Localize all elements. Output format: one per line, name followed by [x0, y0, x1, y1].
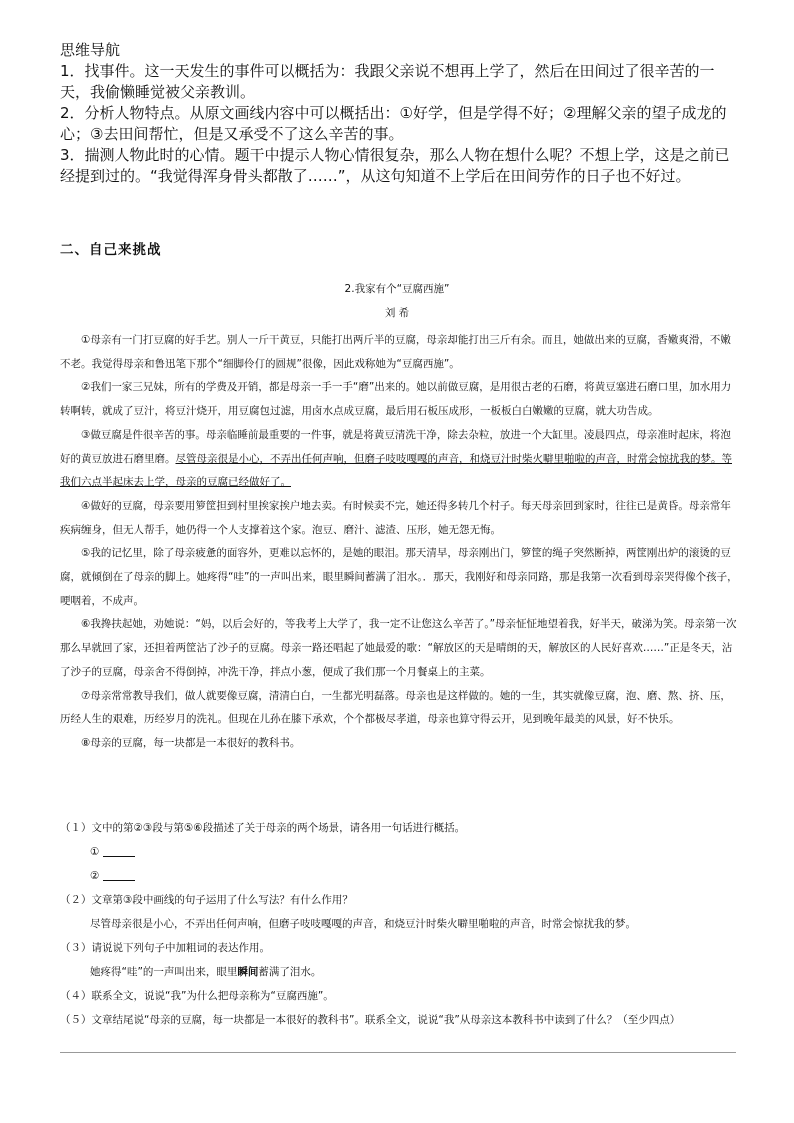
paragraph-6: ⑥我搀扶起她，劝她说：“妈，以后会好的，等我考上大学了，我一定不让您这么辛苦了。”母亲怔怔地望着我，好半天，破涕为笑。母亲第一次那么早就回了家，还担着两筐沾了沙子的豆腐。母亲一路还唱起了她最爱的歌：“解放区的天是晴朗的天，解放区的人民好喜欢……”正是冬天，沾了沙子的豆腐，母亲舍不得倒掉，冲洗干净，拌点小葱，便成了我们那一个月餐桌上的主菜。 [60, 618, 737, 678]
question-2: （２）文章第③段中画线的句子运用了什么写法？有什么作用？ [60, 894, 353, 906]
guide-point-1: 1．找事件。这一天发生的事件可以概括为：我跟父亲说不想再上学了，然后在田间过了很辛苦的一天，我偷懒睡觉被父亲教训。 [60, 62, 715, 101]
guide-point-3: 3．揣测人物此时的心情。题干中提示人物心情很复杂，那么人物在想什么呢？不想上学，这是之前已经提到过的。“我觉得浑身骨头都散了……”，从这句知道不上学后在田间劳作的日子也不好过。 [60, 146, 730, 185]
paragraph-5: ⑤我的记忆里，除了母亲疲惫的面容外，更难以忘怀的，是她的眼泪。那天清早，母亲刚出门，箩筐的绳子突然断掉，两筐刚出炉的滚烫的豆腐，就倾倒在了母亲的脚上。她疼得“哇”的一声叫出来，眼里瞬间蓄满了泪水。．那天，我刚好和母亲同路，那是我第一次看到母亲哭得像个孩子，哽咽着，不成声。 [60, 547, 738, 607]
sentence-part: 蓄满了泪水。 [258, 966, 322, 978]
answer-1b-label: ② [90, 870, 100, 882]
paragraph-3 [60, 424, 738, 495]
question-1: （１）文中的第②③段与第⑤⑥段描述了关于母亲的两个场景，请各用一句话进行概括。 [60, 822, 466, 834]
article-author: 刘 希 [384, 307, 410, 319]
article-title: 2.我家有个“豆腐西施” [344, 283, 450, 295]
paragraph-3-text: ③做豆腐是件很辛苦的事。母亲临睡前最重要的一件事，就是将黄豆清洗干净，除去杂粒，放进一个大缸里。凌晨四点，母亲准时起床，将泡好的黄豆放进石磨里磨。 [60, 428, 731, 465]
question-5: （５）文章结尾说“母亲的豆腐，每一块都是一本很好的教科书”。联系全文，说说“我”从母亲这本教科书中读到了什么？（至少四点） [60, 1014, 681, 1026]
paragraph-7: ⑦母亲常常教导我们，做人就要像豆腐，清清白白，一生都光明磊落。母亲也是这样做的。她的一生，其实就像豆腐，泡、磨、熬、挤、压，历经人生的艰难，历经岁月的洗礼。但现在儿孙在膝下承欢，个个都极尽孝道，母亲也算守得云开，见到晚年最美的风景，好不快乐。 [60, 689, 731, 726]
questions [60, 816, 740, 1032]
article-body [60, 329, 738, 756]
answer-1a [60, 840, 740, 864]
paragraph-2: ②我们一家三兄妹，所有的学费及开销，都是母亲一手一手“磨”出来的。她以前做豆腐，是用很古老的石磨，将黄豆塞进石磨口里，加水用力转啊转，就成了豆汁，将豆汁烧开，用豆腐包过滤，用卤水点成豆腐，最后用石板压成形，一板板白白嫩嫩的豆腐，就大功告成。 [60, 381, 732, 418]
paragraph-8: ⑧母亲的豆腐，每一块都是一本很好的教科书。 [81, 736, 301, 749]
thinking-guide [60, 40, 740, 187]
guide-point-2: 2．分析人物特点。从原文画线内容中可以概括出：①好学，但是学得不好；②理解父亲的望子成龙的心；③去田间帮忙，但是又承受不了这么辛苦的事。 [60, 104, 727, 143]
sentence-part: 她疼得“哇”的一声叫出来，眼里 [90, 966, 238, 978]
question-4: （４）联系全文，说说“我”为什么把母亲称为“豆腐西施”。 [60, 990, 334, 1002]
bold-word: 瞬间 [237, 966, 259, 978]
question-3: （３）请说说下列句子中加粗词的表达作用。 [60, 942, 270, 954]
question-3-sentence [60, 960, 740, 984]
section-title: 二、自己来挑战 [60, 242, 162, 258]
underlined-sentence: 尽管母亲很是小心，不弄出任何声响，但磨子吱吱嘎嘎的声音，和烧豆汁时柴火噼里啪啦的声音，时常会惊扰我的梦。等我们六点半起床去上学，母亲的豆腐已经做好了。 [60, 452, 732, 489]
guide-heading: 思维导航 [60, 41, 121, 59]
footer-divider [60, 1052, 736, 1053]
question-2-sentence: 尽管母亲很是小心，不弄出任何声响，但磨子吱吱嘎嘎的声音，和烧豆汁时柴火噼里啪啦的声音，时常会惊扰我的梦。 [90, 918, 636, 930]
paragraph-1: ①母亲有一门打豆腐的好手艺。别人一斤干黄豆，只能打出两斤半的豆腐，母亲却能打出三斤有余。而且，她做出来的豆腐，香嫩爽滑，不嫩不老。我觉得母亲和鲁迅笔下那个“细脚伶仃的圆规”很像，因此戏称她为“豆腐西施”。 [60, 334, 731, 370]
answer-1b [60, 864, 740, 888]
paragraph-4: ④做好的豆腐，母亲要用箩筐担到村里挨家挨户地去卖。有时候卖不完，她还得多转几个村子。每天母亲回到家时，往往已是黄昏。母亲常年疾病缠身，但无人帮手，她仍得一个人支撑着这个家。泡豆、磨汁、滤渣、压形，她无怨无悔。 [60, 499, 731, 536]
answer-blank[interactable] [103, 868, 135, 881]
answer-blank[interactable] [103, 844, 135, 857]
answer-1a-label: ① [90, 846, 100, 858]
